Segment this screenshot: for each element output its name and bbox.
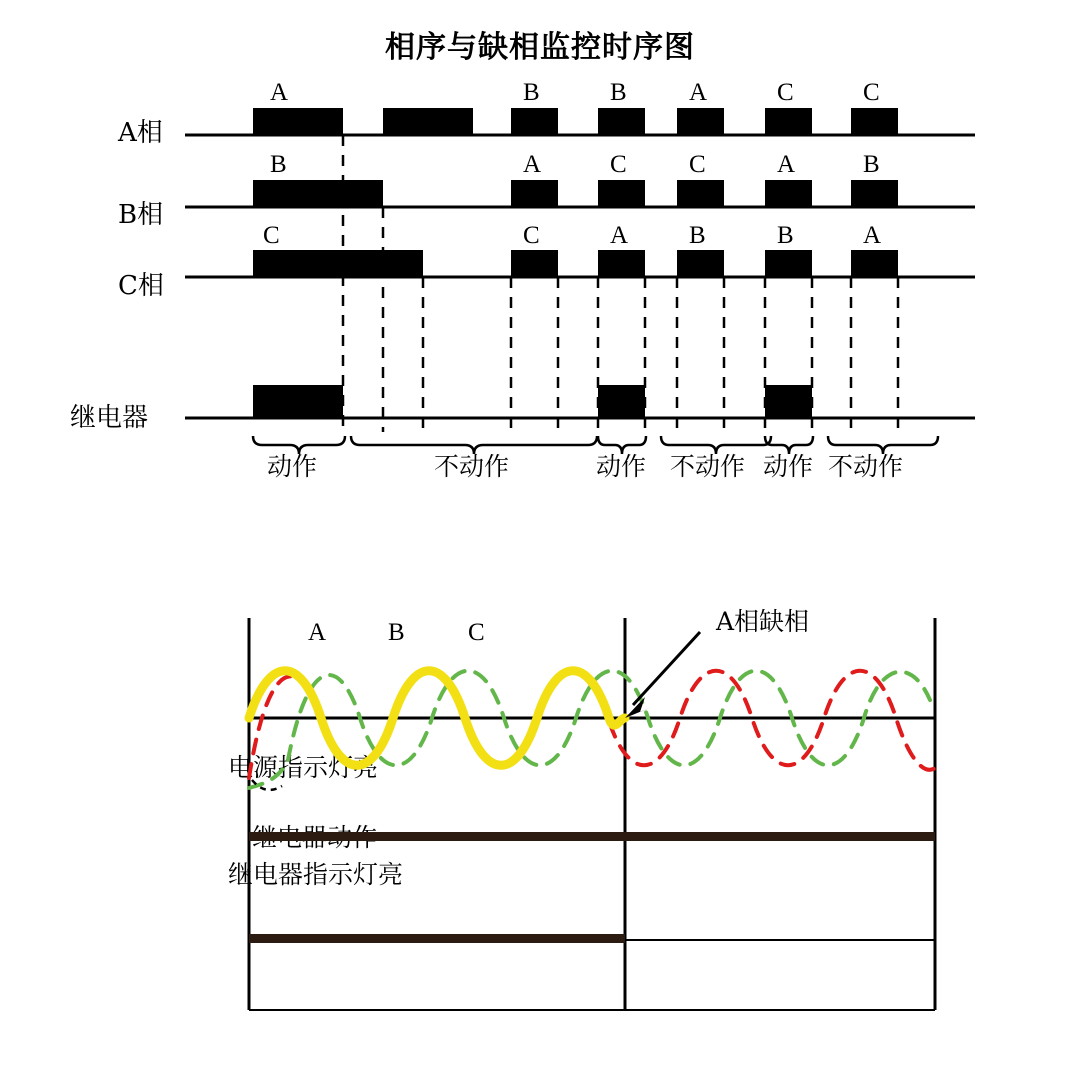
pulse-c-5 — [765, 250, 812, 277]
pulse-c-3 — [598, 250, 645, 277]
row-label-b-phase: B相 — [118, 200, 164, 230]
pulse-a-2 — [383, 108, 473, 135]
pulse-letter-a-3: B — [610, 79, 627, 106]
pulse-c-2 — [511, 250, 558, 277]
bar-power-indicator — [249, 832, 935, 841]
brace-label-2: 不动作 — [434, 452, 510, 481]
pulse-letter-b-3: C — [610, 151, 627, 178]
pulse-a-6 — [765, 108, 812, 135]
row-label-a-phase: A相 — [118, 118, 163, 148]
bar-relay-indicator — [249, 934, 625, 943]
pulse-c-6 — [851, 250, 898, 277]
brace-label-3: 动作 — [596, 452, 647, 481]
pulse-letter-b-4: C — [689, 151, 706, 178]
left-label-power-indicator: 电源指示灯亮 — [228, 753, 379, 782]
left-label-relay-indicator: 继电器指示灯亮 — [228, 860, 404, 889]
wave-label-c: C — [468, 619, 485, 646]
pulse-letter-c-4: B — [689, 222, 706, 249]
pulse-b-2 — [511, 180, 558, 207]
pulse-b-4 — [677, 180, 724, 207]
row-label-c-phase: C相 — [118, 271, 164, 301]
pulse-letter-c-6: A — [863, 222, 882, 249]
pulse-letter-a-6: C — [863, 79, 880, 106]
pulse-letter-b-6: B — [863, 151, 880, 178]
wave-label-a: A — [308, 619, 327, 646]
brace-label-5: 动作 — [763, 452, 814, 481]
brace-label-6: 不动作 — [828, 452, 904, 481]
pulse-letter-a-2: B — [523, 79, 540, 106]
row-label-relay: 继电器 — [70, 403, 149, 433]
pulse-b-5 — [765, 180, 812, 207]
pulse-letter-a-4: A — [689, 79, 708, 106]
pulse-a-4 — [598, 108, 645, 135]
annotation-label: A相缺相 — [716, 607, 810, 636]
pulse-b-1 — [253, 180, 383, 207]
brace-label-4: 不动作 — [670, 452, 746, 481]
pulse-a-5 — [677, 108, 724, 135]
brace-label-1: 动作 — [267, 452, 318, 481]
pulse-letter-b-5: A — [777, 151, 796, 178]
pulse-a-3 — [511, 108, 558, 135]
pulse-relay-1 — [253, 385, 343, 418]
pulse-relay-2 — [598, 385, 645, 418]
pulse-b-6 — [851, 180, 898, 207]
pulse-relay-3 — [765, 385, 812, 418]
pulse-letter-a-1: A — [270, 79, 289, 106]
pulse-letter-b-2: A — [523, 151, 542, 178]
pulse-letter-b-1: B — [270, 151, 287, 178]
waveform-phase-b — [249, 671, 930, 788]
pulse-letter-a-5: C — [777, 79, 794, 106]
wave-label-b: B — [388, 619, 405, 646]
pulse-letter-c-3: A — [610, 222, 629, 249]
pulse-c-1 — [253, 250, 423, 277]
pulse-a-7 — [851, 108, 898, 135]
pulse-letter-c-1: C — [263, 222, 280, 249]
annotation-arrow-line — [633, 632, 700, 705]
pulse-b-3 — [598, 180, 645, 207]
pulse-a-1 — [253, 108, 343, 135]
pulse-letter-c-2: C — [523, 222, 540, 249]
pulse-c-4 — [677, 250, 724, 277]
pulse-letter-c-5: B — [777, 222, 794, 249]
chart1-title: 相序与缺相监控时序图 — [385, 30, 695, 65]
